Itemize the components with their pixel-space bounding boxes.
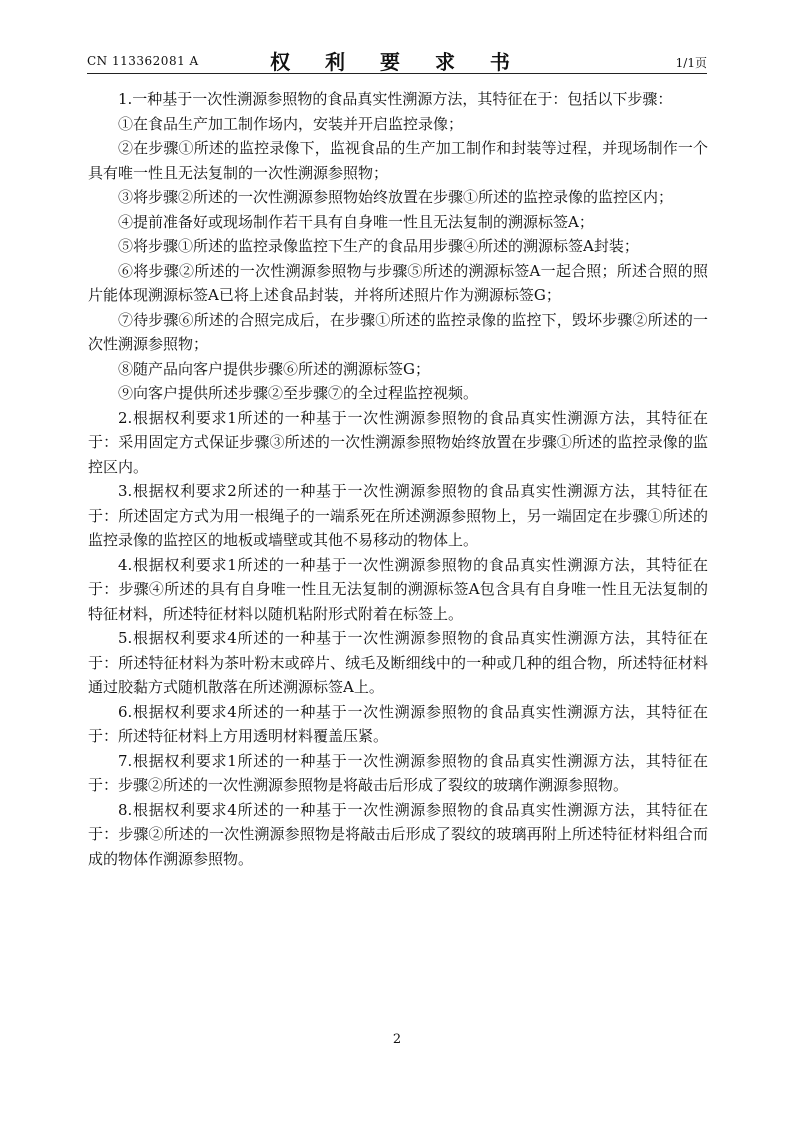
claim-4: 4.根据权利要求1所述的一种基于一次性溯源参照物的食品真实性溯源方法，其特征在于：步骤④所述的具有自身唯一性且无法复制的溯源标签A包含具有自身唯一性且无法复制的特征材料，所述特征材料以随机粘附形式附着在标签上。 — [88, 555, 708, 623]
page-info: 1/1页 — [675, 56, 707, 70]
claim-2: 2.根据权利要求1所述的一种基于一次性溯源参照物的食品真实性溯源方法，其特征在于：采用固定方式保证步骤③所述的一次性溯源参照物始终放置在步骤①所述的监控录像的监控区内。 — [88, 408, 708, 476]
claim-1-step-3: ③将步骤②所述的一次性溯源参照物始终放置在步骤①所述的监控录像的监控区内； — [118, 188, 674, 206]
claim-1-step-7: ⑦待步骤⑥所述的合照完成后，在步骤①所述的监控录像的监控下，毁坏步骤②所述的一次性溯源参照物； — [88, 310, 708, 353]
page-header — [87, 46, 707, 72]
claims-body — [88, 87, 708, 871]
claim-1-step-8: ⑧随产品向客户提供步骤⑥所述的溯源标签G； — [118, 359, 430, 378]
claim-5: 5.根据权利要求4所述的一种基于一次性溯源参照物的食品真实性溯源方法，其特征在于：所述特征材料为茶叶粉末或碎片、绒毛及断细线中的一种或几种的组合物，所述特征材料通过胶黏方式随机散落在所述溯源标签A上。 — [88, 629, 708, 696]
claim-1-step-2: ②在步骤①所述的监控录像下，监视食品的生产加工制作和封装等过程，并现场制作一个具有唯一性且无法复制的一次性溯源参照物； — [88, 139, 708, 182]
publication-number: CN 113362081 A — [87, 54, 199, 68]
claim-6: 6.根据权利要求4所述的一种基于一次性溯源参照物的食品真实性溯源方法，其特征在于：所述特征材料上方用透明材料覆盖压紧。 — [88, 702, 708, 745]
claim-1-step-9: ⑨向客户提供所述步骤②至步骤⑦的全过程监控视频。 — [118, 384, 479, 402]
claim-1-step-1: ①在食品生产加工制作场内，安装并开启监控录像； — [118, 114, 464, 133]
claim-1-step-6: ⑥将步骤②所述的一次性溯源参照物与步骤⑤所述的溯源标签A一起合照；所述合照的照片能体现溯源标签A已将上述食品封装，并将所述照片作为溯源标签G； — [88, 261, 708, 304]
page-number: 2 — [392, 1032, 402, 1047]
claim-3: 3.根据权利要求2所述的一种基于一次性溯源参照物的食品真实性溯源方法，其特征在于：所述固定方式为用一根绳子的一端系死在所述溯源参照物上，另一端固定在步骤①所述的监控录像的监控区的地板或墙壁或其他不易移动的物体上。 — [88, 482, 708, 549]
header-rule — [87, 73, 707, 74]
claim-1-intro: 1.一种基于一次性溯源参照物的食品真实性溯源方法，其特征在于：包括以下步骤： — [118, 90, 673, 108]
claim-8: 8.根据权利要求4所述的一种基于一次性溯源参照物的食品真实性溯源方法，其特征在于：步骤②所述的一次性溯源参照物是将敲击后形成了裂纹的玻璃再附上所述特征材料组合而成的物体作溯源参照物。 — [88, 800, 708, 868]
claim-1-step-5: ⑤将步骤①所述的监控录像监控下生产的食品用步骤④所述的溯源标签A封装； — [118, 237, 639, 255]
document-title: 权 利 要 求 书 — [270, 50, 524, 74]
claim-7: 7.根据权利要求1所述的一种基于一次性溯源参照物的食品真实性溯源方法，其特征在于：步骤②所述的一次性溯源参照物是将敲击后形成了裂纹的玻璃作溯源参照物。 — [88, 751, 708, 794]
claim-1-step-4: ④提前准备好或现场制作若干具有自身唯一性且无法复制的溯源标签A； — [118, 212, 594, 231]
